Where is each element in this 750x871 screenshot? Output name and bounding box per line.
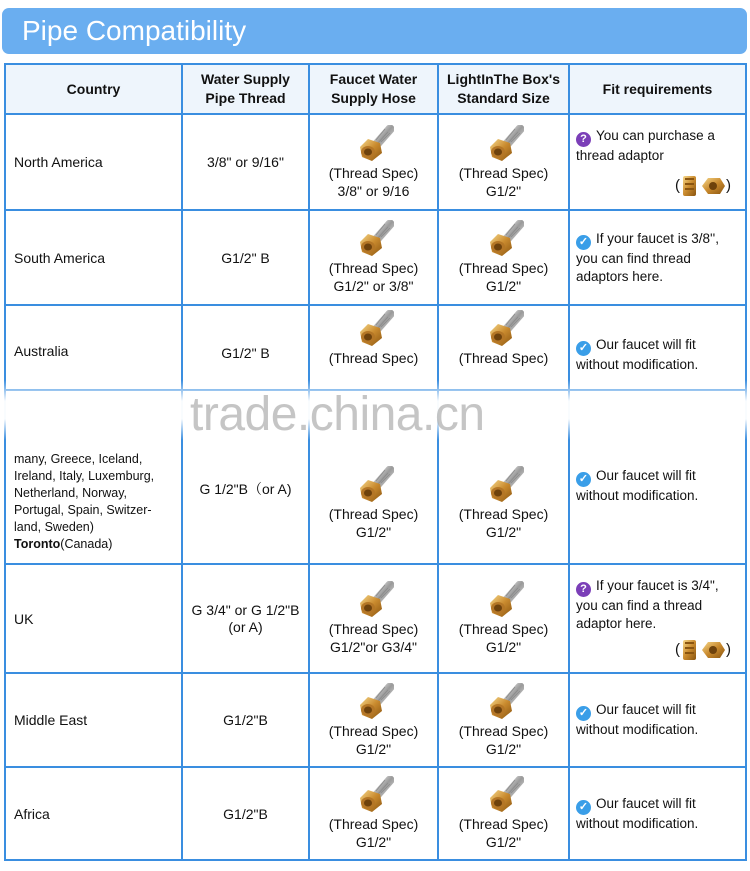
- hose-fitting-icon: [484, 581, 524, 619]
- fit-text: Our faucet will fit without modification.: [576, 337, 699, 372]
- thread-spec-label: (Thread Spec): [328, 260, 419, 276]
- header-water-supply-line2: Pipe Thread: [205, 90, 286, 106]
- standard-thread-value: G1/2": [485, 639, 522, 655]
- faucet-hose-cell: [309, 114, 438, 210]
- fit-text: Our faucet will fit without modification.: [576, 702, 699, 737]
- country-line: Netherland, Norway,: [14, 486, 128, 500]
- fit-cell: [569, 305, 746, 390]
- country-line: [14, 536, 181, 553]
- header-water-supply-line1: Water Supply: [201, 71, 290, 87]
- header-standard-line1: LightInThe Box's: [447, 71, 560, 87]
- table-row: [5, 767, 746, 860]
- header-country: Country: [5, 64, 182, 114]
- table-row: [5, 305, 746, 390]
- fit-text: If your faucet is 3/8'', you can find thread adaptors here.: [576, 230, 719, 284]
- hose-fitting-icon: [354, 220, 394, 258]
- hose-fitting-icon: [484, 220, 524, 258]
- fit-cell: [569, 564, 746, 673]
- country-cell: Middle East: [5, 673, 182, 767]
- blue-check-icon: ✓: [576, 472, 591, 487]
- faucet-thread-value: G1/2"or G3/4": [330, 639, 417, 655]
- country-line: many, Greece, Iceland,: [14, 452, 143, 466]
- hose-fitting-icon: [354, 466, 394, 504]
- faucet-hose-cell: [309, 305, 438, 390]
- thread-spec-label: (Thread Spec): [458, 722, 549, 739]
- faucet-hose-cell: [309, 210, 438, 305]
- hose-fitting-icon: [484, 310, 524, 348]
- supply-thread-cell: G1/2" B: [182, 210, 309, 305]
- standard-size-cell: [438, 305, 569, 390]
- country-cell: North America: [5, 114, 182, 210]
- faucet-hose-cell: [309, 673, 438, 767]
- faucet-hose-cell: [309, 767, 438, 860]
- fit-cell: [569, 114, 746, 210]
- hose-fitting-icon: [484, 683, 524, 721]
- standard-thread-value: G1/2": [485, 524, 522, 540]
- thread-spec-label: (Thread Spec): [328, 722, 419, 739]
- purple-question-icon: ?: [576, 132, 591, 147]
- blue-check-icon: ✓: [576, 706, 591, 721]
- thread-spec-label: (Thread Spec): [458, 164, 549, 181]
- thread-spec-label: (Thread Spec): [458, 506, 549, 522]
- header-fit: Fit requirements: [569, 64, 746, 114]
- thread-spec-label: (Thread Spec): [458, 621, 549, 637]
- standard-thread-value: G1/2": [485, 182, 522, 199]
- blue-check-icon: ✓: [576, 341, 591, 356]
- faucet-thread-value: G1/2": [355, 524, 392, 540]
- standard-size-cell: [438, 673, 569, 767]
- adaptor-image: ( ): [576, 175, 739, 197]
- faucet-thread-value: G1/2" or 3/8": [333, 278, 414, 294]
- header-faucet-line1: Faucet Water: [329, 71, 418, 87]
- thread-adaptor-icon: [680, 639, 726, 661]
- standard-size-cell: [438, 114, 569, 210]
- supply-thread-cell: G1/2" B: [182, 305, 309, 390]
- country-bold: Toronto: [14, 537, 61, 551]
- fit-text: Our faucet will fit without modification.: [576, 468, 699, 503]
- header-standard-line2: Standard Size: [457, 90, 550, 106]
- header-standard-size: [438, 64, 569, 114]
- fit-cell: [569, 767, 746, 860]
- faucet-thread-value: G1/2": [355, 740, 392, 757]
- country-cell: Australia: [5, 305, 182, 390]
- standard-size-cell: [438, 210, 569, 305]
- standard-thread-value: G1/2": [485, 834, 522, 850]
- country-line: Ireland, Italy, Luxemburg,: [14, 469, 155, 483]
- table-row: [5, 210, 746, 305]
- fit-cell: [569, 673, 746, 767]
- hose-fitting-icon: [354, 776, 394, 814]
- header-faucet-line2: Supply Hose: [331, 90, 416, 106]
- standard-size-cell: [438, 767, 569, 860]
- thread-spec-label: (Thread Spec): [328, 816, 419, 832]
- hose-fitting-icon: [354, 310, 394, 348]
- thread-spec-label: (Thread Spec): [458, 260, 549, 276]
- purple-question-icon: ?: [576, 582, 591, 597]
- watermark-text: trade.china.cn: [190, 388, 485, 441]
- country-line: land, Sweden): [14, 520, 94, 534]
- blue-check-icon: ✓: [576, 235, 591, 250]
- country-cell: Africa: [5, 767, 182, 860]
- thread-adaptor-icon: [680, 175, 726, 197]
- supply-thread-cell: G 3/4" or G 1/2"B (or A): [182, 564, 309, 673]
- country-cell: South America: [5, 210, 182, 305]
- country-suffix: (Canada): [60, 537, 113, 551]
- fit-text: If your faucet is 3/4", you can find a thread adaptor here.: [576, 577, 719, 631]
- hose-fitting-icon: [484, 466, 524, 504]
- standard-thread-value: G1/2": [485, 740, 522, 757]
- supply-thread-cell: G1/2"B: [182, 767, 309, 860]
- fit-text: You can purchase a thread adaptor: [576, 128, 715, 163]
- hose-fitting-icon: [484, 125, 524, 163]
- hose-fitting-icon: [354, 581, 394, 619]
- thread-spec-label: (Thread Spec): [458, 816, 549, 832]
- header-faucet-hose: [309, 64, 438, 114]
- thread-spec-label: (Thread Spec): [328, 506, 419, 522]
- hose-fitting-icon: [354, 125, 394, 163]
- page-title: Pipe Compatibility: [22, 15, 247, 46]
- standard-thread-value: G1/2": [485, 278, 522, 294]
- fit-text: Our faucet will fit without modification.: [576, 795, 699, 831]
- country-cell: UK: [5, 564, 182, 673]
- blue-check-icon: ✓: [576, 800, 591, 815]
- table-row: [5, 114, 746, 210]
- thread-spec-label: (Thread Spec): [458, 350, 549, 366]
- faucet-hose-cell: [309, 564, 438, 673]
- title-banner: [2, 8, 747, 54]
- standard-size-cell: [438, 564, 569, 673]
- header-water-supply: [182, 64, 309, 114]
- thread-spec-label: (Thread Spec): [328, 350, 419, 366]
- adaptor-image: ( ): [576, 639, 739, 661]
- hose-fitting-icon: [484, 776, 524, 814]
- supply-thread-cell: 3/8" or 9/16": [182, 114, 309, 210]
- thread-spec-label: (Thread Spec): [328, 621, 419, 637]
- supply-thread-cell: G 1/2"B（or A): [182, 390, 309, 564]
- hose-fitting-icon: [354, 683, 394, 721]
- table-row: [5, 673, 746, 767]
- table-row: [5, 564, 746, 673]
- supply-thread-cell: G1/2"B: [182, 673, 309, 767]
- header-row: [5, 64, 746, 114]
- compatibility-table: [4, 63, 747, 861]
- country-line: Portugal, Spain, Switzer-: [14, 503, 152, 517]
- faucet-thread-value: 3/8" or 9/16: [337, 182, 410, 199]
- thread-spec-label: (Thread Spec): [328, 164, 419, 181]
- faucet-thread-value: G1/2": [355, 834, 392, 850]
- fit-cell: [569, 210, 746, 305]
